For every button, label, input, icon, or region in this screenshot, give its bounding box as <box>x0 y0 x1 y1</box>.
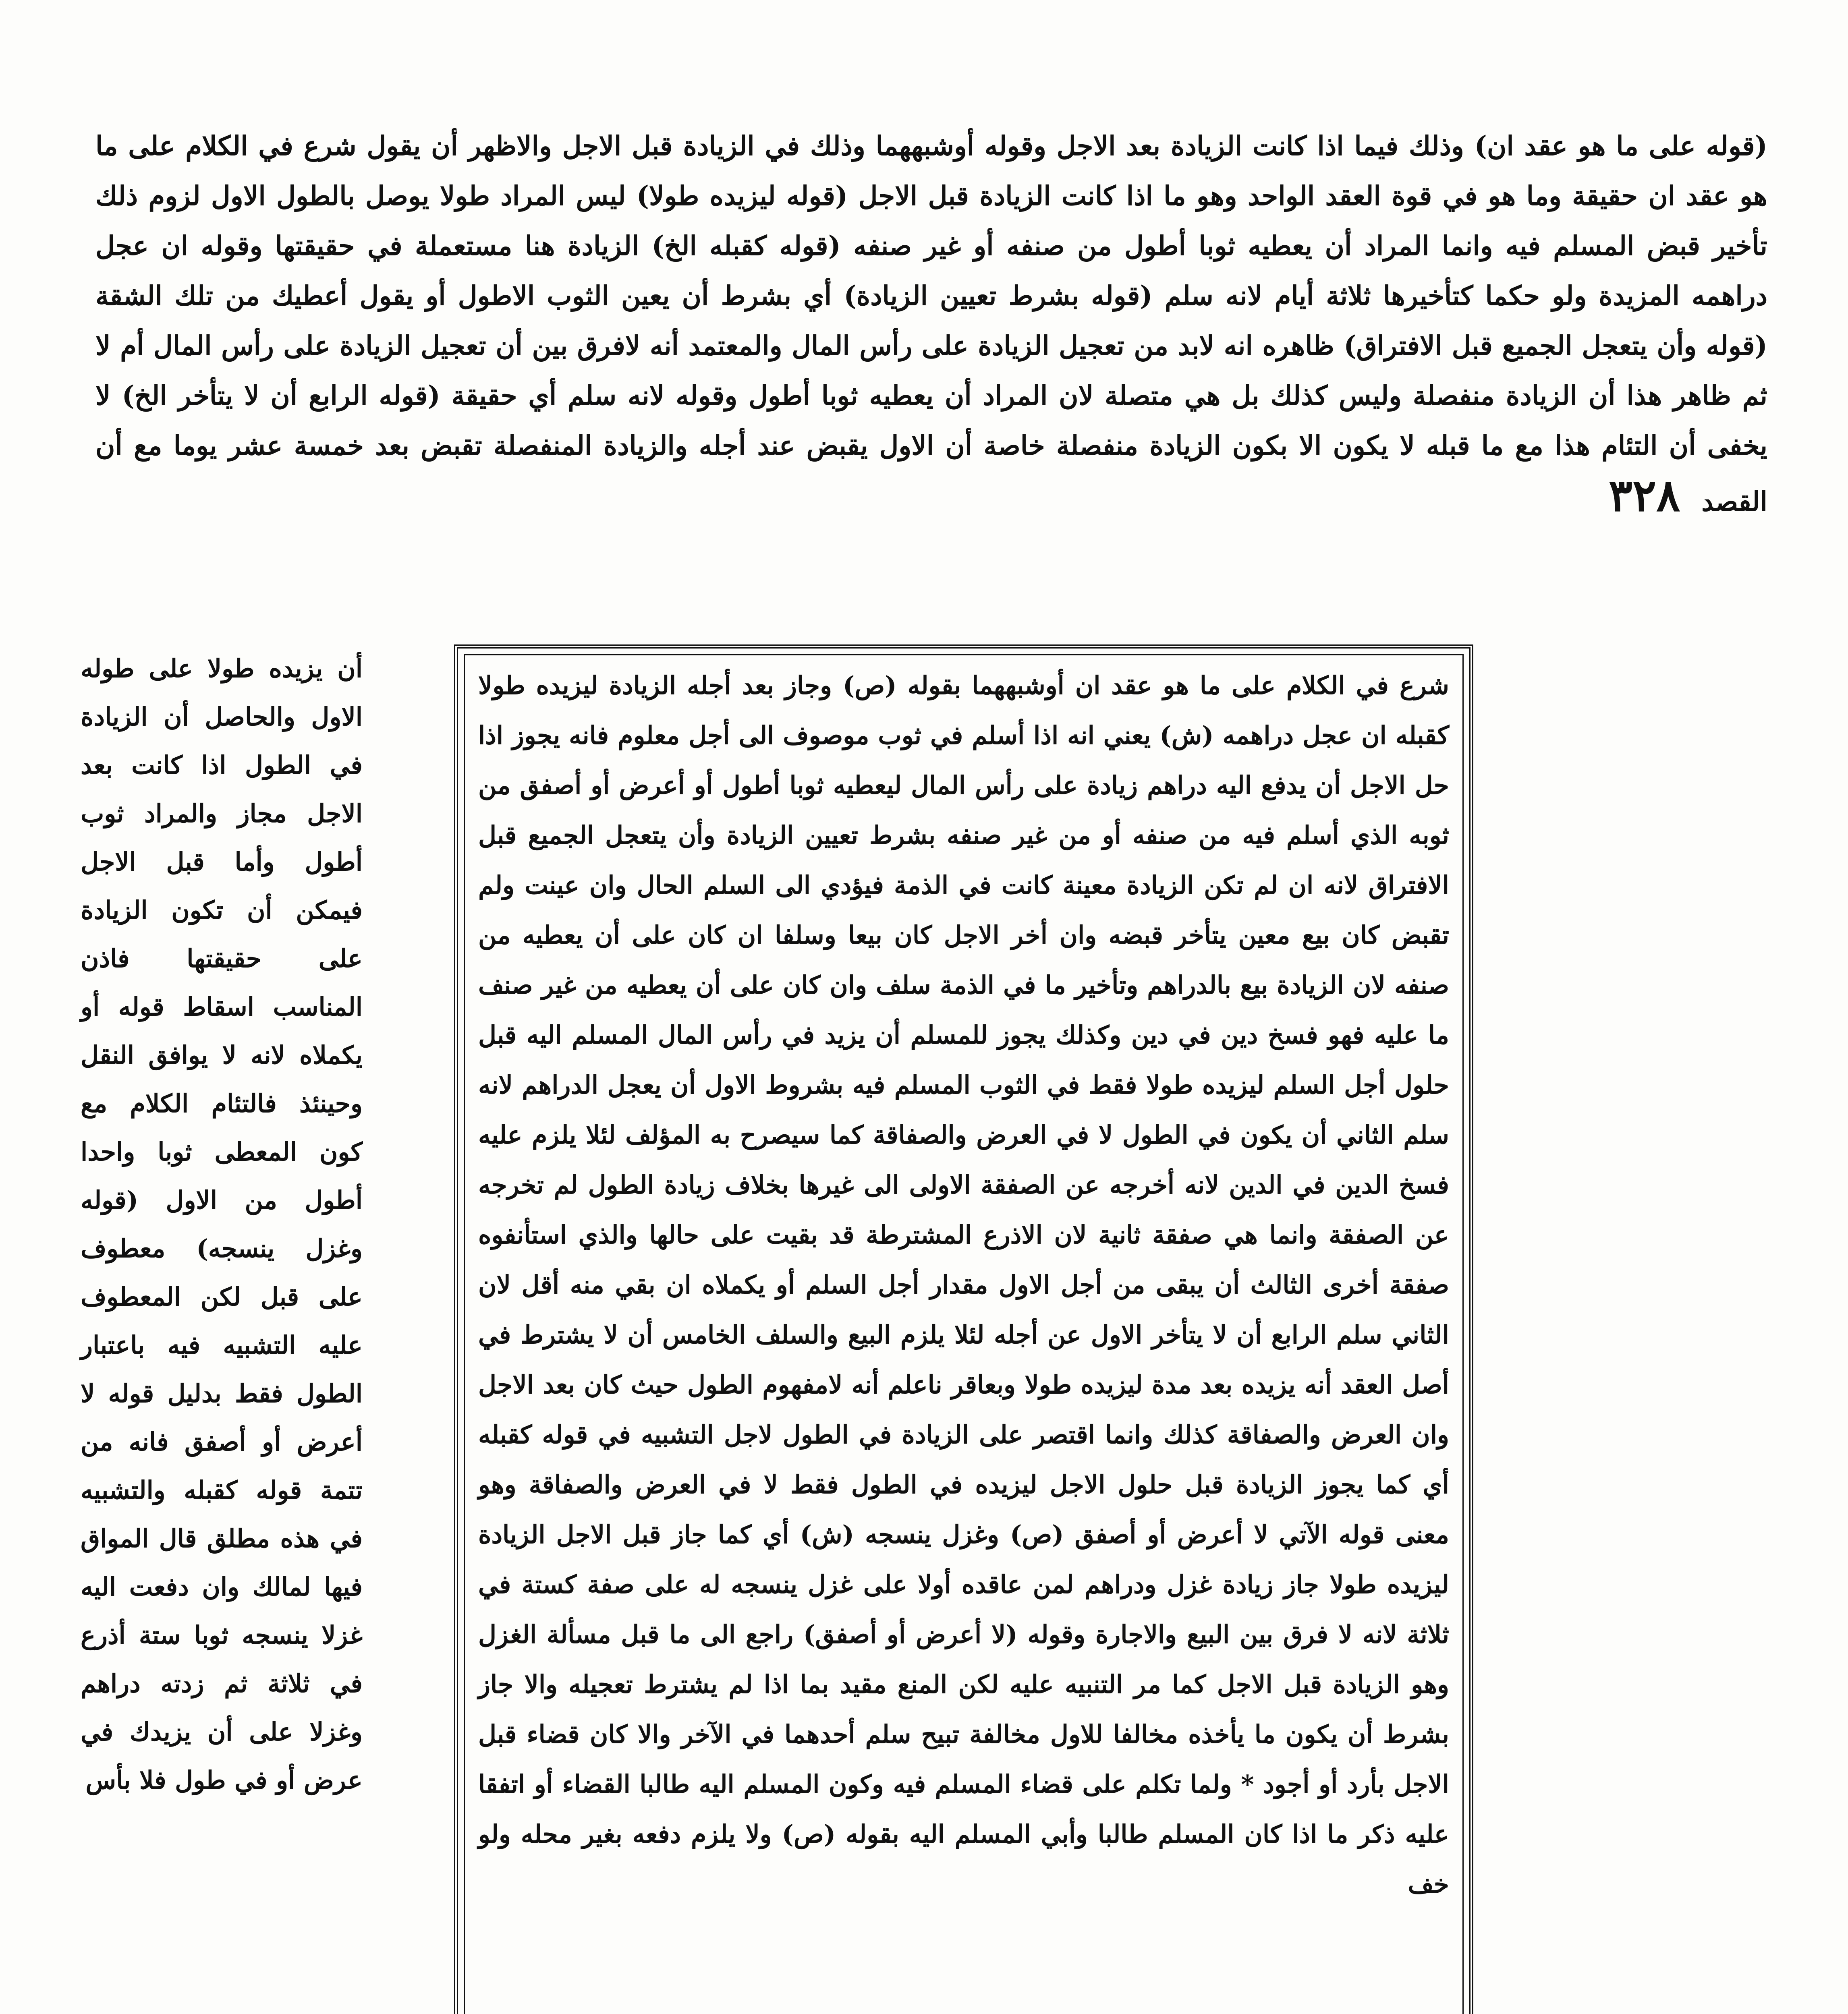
top-margin-commentary <box>95 121 1767 526</box>
side-margin-commentary: أن يزيده طولا على طوله الاول والحاصل أن الزيادة في الطول اذا كانت بعد الاجل مجاز والمراد ثوب أطول وأما قبل الاجل فيمكن أن تكون الزيادة على حقيقتها فاذن المناسب اسقاط قوله أو يكملاه لانه لا يوافق النقل وحينئذ فالتئام الكلام مع كون المعطى ثوبا واحدا أطول من الاول (قوله وغزل ينسجه) معطوف على قبل لكن المعطوف عليه التشبيه فيه باعتبار الطول فقط بدليل قوله لا أعرض أو أصفق فانه من تتمة قوله كقبله والتشبيه في هذه مطلق قال المواق فيها لمالك وان دفعت اليه غزلا ينسجه ثوبا ستة أذرع في ثلاثة ثم زدته دراهم وغزلا على أن يزيدك في عرض أو في طول فلا بأس <box>81 654 363 1795</box>
main-text-body: شرع في الكلام على ما هو عقد ان أوشبههما بقوله (ص) وجاز بعد أجله الزيادة ليزيده طولا كقبله ان عجل دراهمه (ش) يعني انه اذا أسلم في ثوب موصوف الى أجل معلوم فانه يجوز اذا حل الاجل أن يدفع اليه دراهم زيادة على رأس المال ليعطيه ثوبا أطول أو أعرض أو أصفق من ثوبه الذي أسلم فيه من صنفه أو من غير صنفه بشرط تعيين الزيادة وأن يتعجل الجميع قبل الافتراق لانه ان لم تكن الزيادة معينة كانت في الذمة فيؤدي الى السلم الحال وان عينت ولم تقبض كان بيع معين يتأخر قبضه وان أخر الاجل كان بيعا وسلفا ان كان على أن يعطيه من صنفه لان الزيادة بيع بالدراهم وتأخير ما في الذمة سلف وان كان على أن يعطيه من غير صنف ما عليه فهو فسخ دين في دين وكذلك يجوز للمسلم أن يزيد في رأس المال المسلم اليه قبل حلول أجل السلم ليزيده طولا فقط في الثوب المسلم فيه بشروط الاول أن يعجل الدراهم لانه سلم الثاني أن يكون في الطول لا في العرض والصفاقة كما سيصرح به المؤلف لئلا يلزم عليه فسخ الدين في الدين لانه أخرجه عن الصفقة الاولى الى غيرها بخلاف زيادة الطول لم تخرجه عن الصفقة وانما هي صفقة ثانية لان الاذرع المشترطة قد بقيت على حالها والذي استأنفوه صفقة أخرى الثالث أن يبقى من أجل الاول مقدار أجل السلم أو يكملاه ان بقي منه أقل لان الثاني سلم الرابع أن لا يتأخر الاول عن أجله لئلا يلزم البيع والسلف الخامس أن لا يشترط في أصل العقد أنه يزيده بعد مدة ليزيده طولا وبعاقر ناعلم أنه لامفهوم الطول حيث كان بعد الاجل وان العرض والصفاقة كذلك وانما اقتصر على الزيادة في الطول لاجل التشبيه في قوله كقبله أي كما يجوز الزيادة قبل حلول الاجل ليزيده في الطول فقط لا في العرض والصفاقة وهو معنى قوله الآتي لا أعرض أو أصفق (ص) وغزل ينسجه (ش) أي كما جاز قبل الاجل الزيادة ليزيده طولا جاز زيادة غزل ودراهم لمن عاقده أولا على غزل ينسجه له على صفة كستة في ثلاثة لانه لا فرق بين البيع والاجارة وقوله (لا أعرض أو أصفق) راجع الى ما قبل مسألة الغزل وهو الزيادة قبل الاجل كما مر التنبيه عليه لكن المنع مقيد بما اذا لم يشترط تعجيله والا جاز بشرط أن يكون ما يأخذه مخالفا للاول مخالفة تبيح سلم أحدهما في الآخر والا كان قضاء قبل الاجل بأرد أو أجود * ولما تكلم على قضاء المسلم فيه وكون المسلم اليه طالبا القضاء أو اتفقا عليه ذكر ما اذا كان المسلم طالبا وأبي المسلم اليه بقوله (ص) ولا يلزم دفعه بغير محله ولو خف <box>478 671 1449 1899</box>
page-number: ٣٢٨ <box>1609 469 1680 521</box>
main-text-frame <box>454 644 1473 2014</box>
top-commentary-text: (قوله على ما هو عقد ان) وذلك فيما اذا كانت الزيادة بعد الاجل وقوله أوشبههما وذلك في الزيادة قبل الاجل والاظهر أن يقول شرع في الكلام على ما هو عقد ان حقيقة وما هو في قوة العقد الواحد وهو ما اذا كانت الزيادة قبل الاجل (قوله ليزيده طولا) ليس المراد طولا يوصل بالطول الاول لزوم ذلك تأخير قبض المسلم فيه وانما المراد أن يعطيه ثوبا أطول من صنفه أو غير صنفه (قوله كقبله الخ) الزيادة هنا مستعملة في حقيقتها وقوله ان عجل دراهمه المزيدة ولو حكما كتأخيرها ثلاثة أيام لانه سلم (قوله بشرط تعيين الزيادة) أي بشرط أن يعين الثوب الاطول أو يقول أعطيك من تلك الشقة (قوله وأن يتعجل الجميع قبل الافتراق) ظاهره انه لابد من تعجيل الزيادة على رأس المال والمعتمد أنه لافرق بين أن تعجيل الزيادة على رأس المال أم لا ثم ظاهر هذا أن الزيادة منفصلة وليس كذلك بل هي متصلة لان المراد أن يعطيه ثوبا أطول وقوله لانه سلم أي حقيقة (قوله الرابع أن لا يتأخر الخ) لا يخفى أن التئام هذا مع ما قبله لا يكون الا بكون الزيادة منفصلة خاصة أن الاول يقبض عند أجله والزيادة المنفصلة تقبض بعد خمسة عشر يوما مع أن القصد <box>95 130 1767 517</box>
